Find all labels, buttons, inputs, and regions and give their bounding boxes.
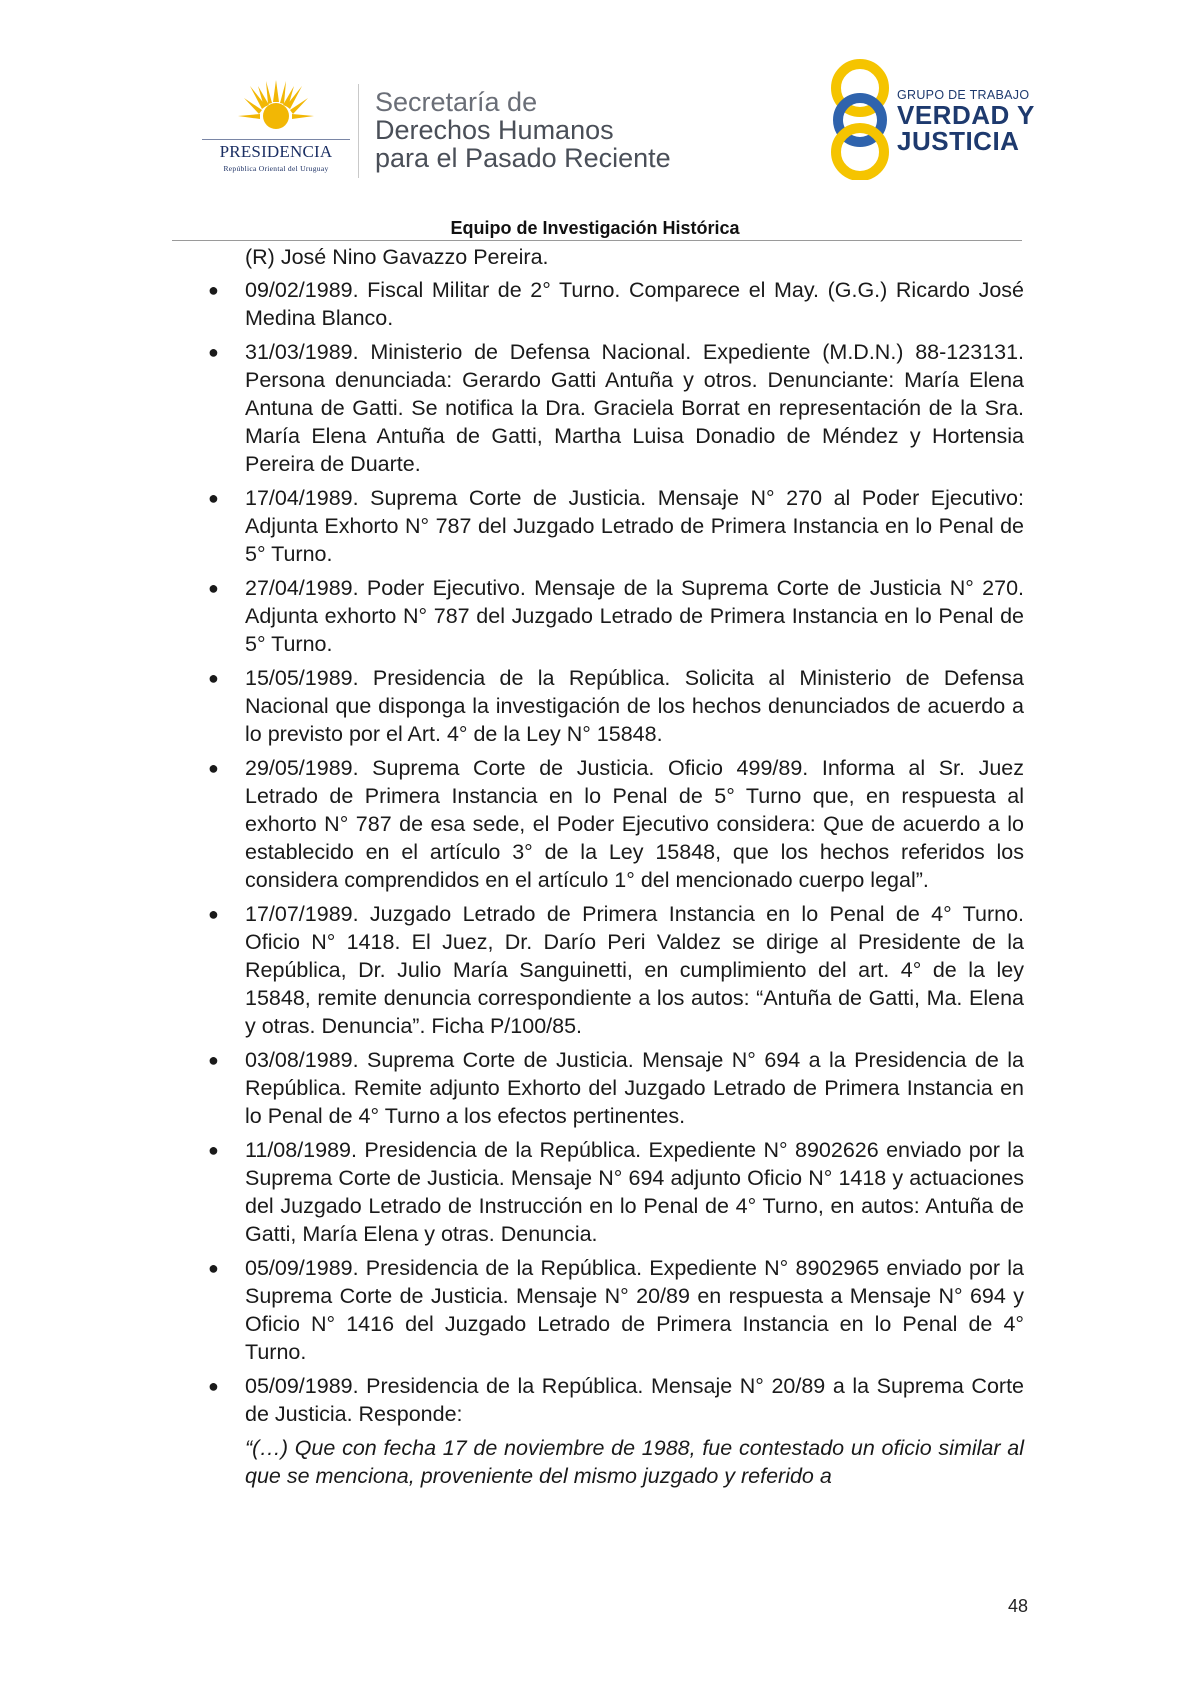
bullet-icon: ●	[208, 488, 219, 508]
list-item	[200, 1046, 1024, 1130]
entry-list	[200, 276, 1024, 1428]
presidencia-logo	[196, 78, 356, 178]
quoted-text: “(…) Que con fecha 17 de noviembre de 1988, fue contestado un oficio similar al que se menciona, proveniente del mismo juzgado y referido a	[245, 1436, 1024, 1488]
verdad-justicia-rings-icon	[820, 58, 900, 180]
page-header	[0, 0, 1190, 240]
list-item	[200, 664, 1024, 748]
bullet-icon: ●	[208, 668, 219, 688]
bullet-icon: ●	[208, 342, 219, 362]
bullet-icon: ●	[208, 280, 219, 300]
entry-text: 03/08/1989. Suprema Corte de Justicia. Mensaje N° 694 a la Presidencia de la República. Remite adjunto Exhorto del Juzgado Letrado de Primera Instancia en lo Penal de 4° Turno a los efectos pertinentes.	[245, 1048, 1024, 1128]
list-item	[200, 276, 1024, 332]
list-item	[200, 338, 1024, 478]
entry-text: 05/09/1989. Presidencia de la República. Expediente N° 8902965 enviado por la Suprema Corte de Justicia. Mensaje N° 20/89 en respuesta a Mensaje N° 694 y Oficio N° 1416 del Juzgado Letrado de Primera Instancia en lo Penal de 4° Turno.	[245, 1256, 1024, 1364]
bullet-icon: ●	[208, 758, 219, 778]
document-body	[200, 243, 1024, 1490]
secretaria-line-1: Secretaría de	[375, 87, 538, 117]
entry-text: 05/09/1989. Presidencia de la República. Mensaje N° 20/89 a la Suprema Corte de Justicia. Responde:	[245, 1374, 1024, 1426]
bullet-icon: ●	[208, 1376, 219, 1396]
entry-text: 17/04/1989. Suprema Corte de Justicia. Mensaje N° 270 al Poder Ejecutivo: Adjunta Exhorto N° 787 del Juzgado Letrado de Primera Instancia en lo Penal de 5° Turno.	[245, 486, 1024, 566]
grupo-line-2: JUSTICIA	[897, 126, 1020, 156]
list-item	[200, 574, 1024, 658]
bullet-icon: ●	[208, 578, 219, 598]
continuation-text: (R) José Nino Gavazzo Pereira.	[245, 245, 549, 269]
grupo-label: GRUPO DE TRABAJO	[897, 88, 1030, 102]
list-item	[200, 754, 1024, 894]
team-title: Equipo de Investigación Histórica	[450, 218, 740, 238]
secretaria-line-2: Derechos Humanos	[375, 115, 614, 145]
list-item	[200, 1136, 1024, 1248]
list-item	[200, 1254, 1024, 1366]
bullet-icon: ●	[208, 904, 219, 924]
grupo-line-1: VERDAD Y	[897, 100, 1035, 130]
page-number: 48	[1007, 1596, 1028, 1616]
bullet-icon: ●	[208, 1050, 219, 1070]
secretaria-line-3: para el Pasado Reciente	[375, 143, 671, 173]
entry-text: 29/05/1989. Suprema Corte de Justicia. Oficio 499/89. Informa al Sr. Juez Letrado de Primera Instancia en lo Penal de 5° Turno que, en respuesta al exhorto N° 787 de esa sede, el Poder Ejecutivo considera: Que de acuerdo a lo establecido en el artículo 3° de la Ley 15848, que los hechos referidos los considera comprendidos en el artículo 1° del mencionado cuerpo legal”.	[245, 756, 1024, 892]
bullet-icon: ●	[208, 1258, 219, 1278]
entry-text: 15/05/1989. Presidencia de la República. Solicita al Ministerio de Defensa Nacional que disponga la investigación de los hechos denunciados de acuerdo a lo previsto por el Art. 4° de la Ley N° 15848.	[245, 666, 1024, 746]
bullet-icon: ●	[208, 1140, 219, 1160]
list-item	[200, 484, 1024, 568]
verdad-justicia-text	[897, 88, 1035, 154]
presidencia-rule	[202, 139, 350, 140]
list-item	[200, 900, 1024, 1040]
list-item	[200, 1372, 1024, 1428]
secretaria-title	[375, 88, 671, 172]
logo-divider	[358, 84, 359, 178]
entry-text: 31/03/1989. Ministerio de Defensa Nacional. Expediente (M.D.N.) 88-123131. Persona denunciada: Gerardo Gatti Antuña y otros. Denunciante: María Elena Antuna de Gatti. Se notifica la Dra. Graciela Borrat en representación de la Sra. María Elena Antuña de Gatti, Martha Luisa Donadio de Méndez y Hortensia Pereira de Duarte.	[245, 340, 1024, 476]
entry-text: 17/07/1989. Juzgado Letrado de Primera Instancia en lo Penal de 4° Turno. Oficio N° 1418. El Juez, Dr. Darío Peri Valdez se dirige al Presidente de la República, Dr. Julio María Sanguinetti, en cumplimiento del art. 4° de la ley 15848, remite denuncia correspondiente a los autos: “Antuña de Gatti, Ma. Elena y otras. Denuncia”. Ficha P/100/85.	[245, 902, 1024, 1038]
entry-text: 09/02/1989. Fiscal Militar de 2° Turno. Comparece el May. (G.G.) Ricardo José Medina Blanco.	[245, 278, 1024, 330]
sun-icon	[238, 78, 314, 138]
entry-text: 27/04/1989. Poder Ejecutivo. Mensaje de la Suprema Corte de Justicia N° 270. Adjunta exhorto N° 787 del Juzgado Letrado de Primera Instancia en lo Penal de 5° Turno.	[245, 576, 1024, 656]
presidencia-subtitle: República Oriental del Uruguay	[223, 164, 329, 173]
entry-text: 11/08/1989. Presidencia de la República. Expediente N° 8902626 enviado por la Suprema Corte de Justicia. Mensaje N° 694 adjunto Oficio N° 1418 y actuaciones del Juzgado Letrado de Instrucción en lo Penal de 4° Turno, en autos: Antuña de Gatti, María Elena y otras. Denuncia.	[245, 1138, 1024, 1246]
header-rule	[172, 240, 1022, 241]
presidencia-name: PRESIDENCIA	[219, 142, 333, 161]
